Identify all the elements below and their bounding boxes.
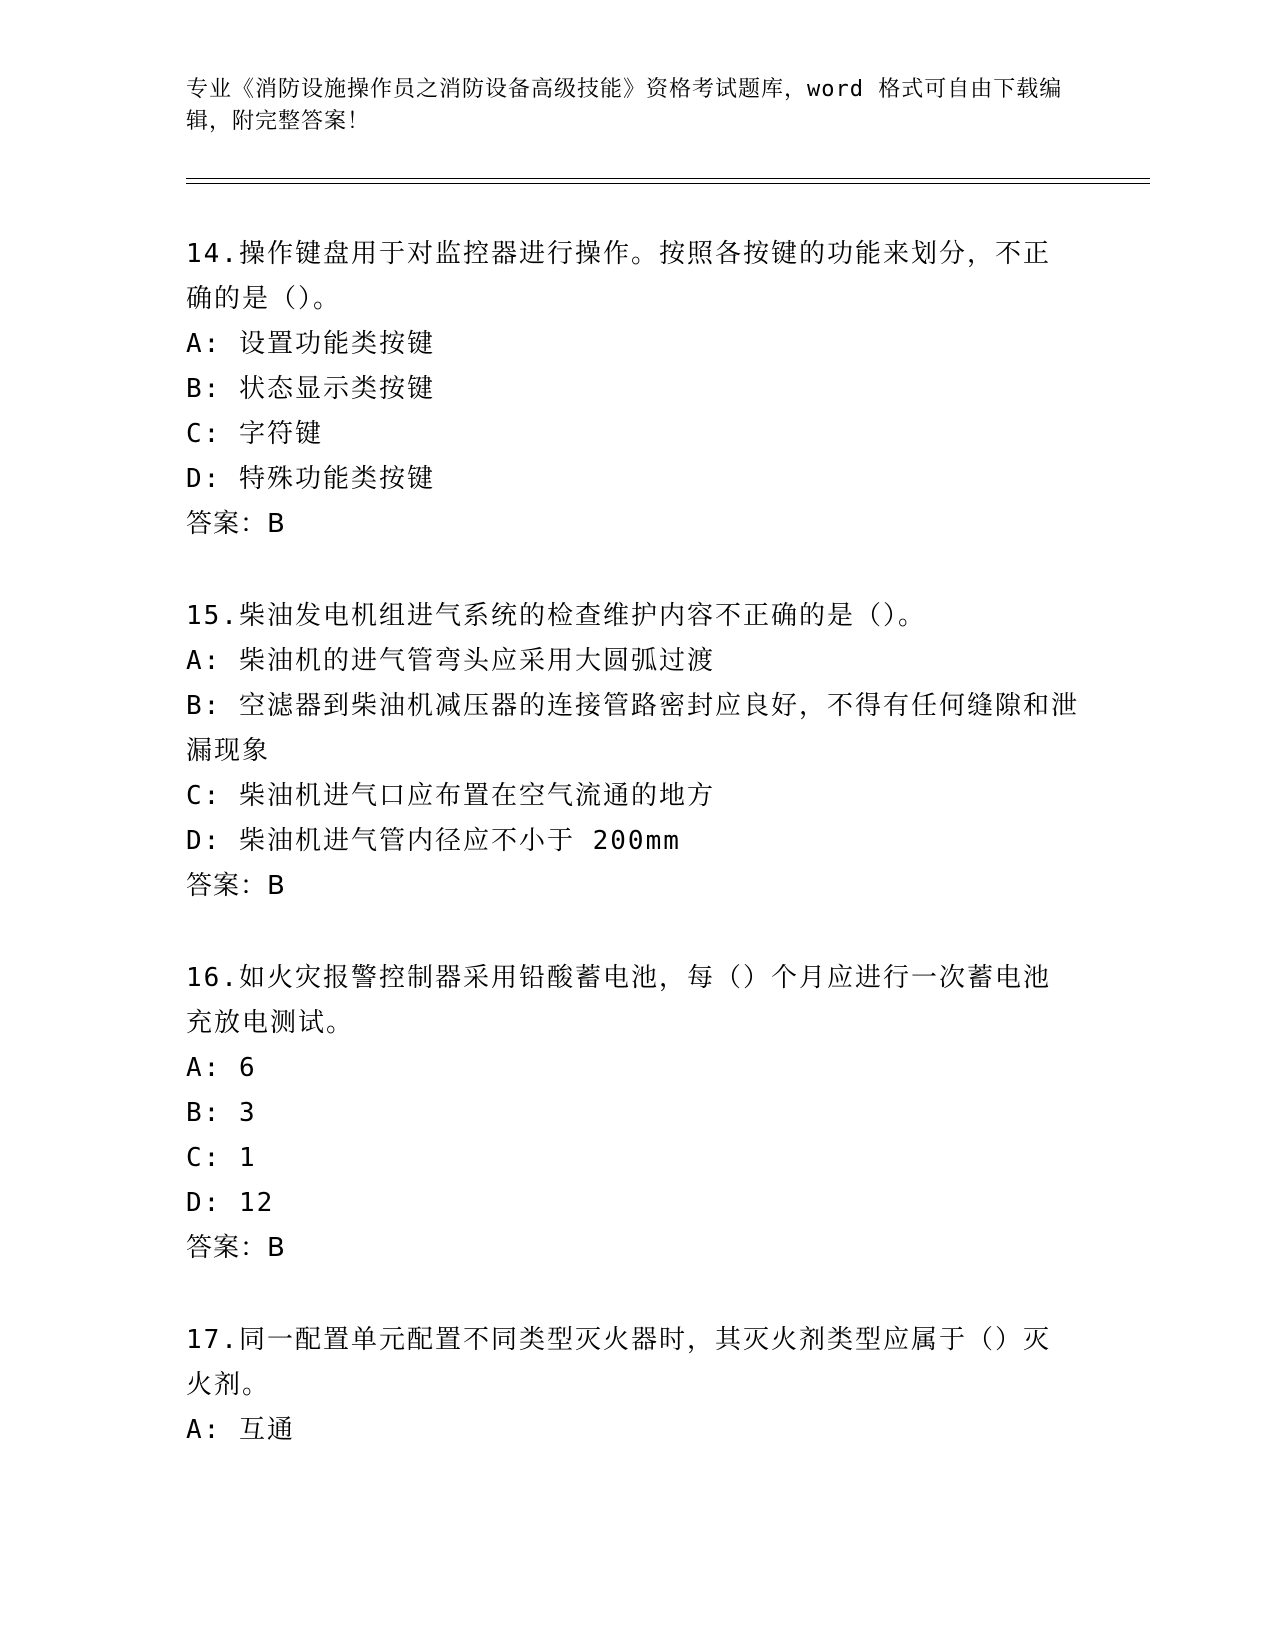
option-c: C: 字符键 xyxy=(186,419,323,449)
option-b: B: 状态显示类按键 xyxy=(186,374,435,404)
question-15 xyxy=(186,594,1086,909)
header-rule-bottom xyxy=(186,183,1150,184)
question-17 xyxy=(186,1318,1086,1453)
page-header: 专业《消防设施操作员之消防设备高级技能》资格考试题库，word 格式可自由下载编辑，附完整答案！ xyxy=(186,77,1063,134)
option-d: D: 12 xyxy=(186,1188,275,1218)
option-a: A: 6 xyxy=(186,1053,257,1083)
option-b: B: 3 xyxy=(186,1098,257,1128)
question-stem: 15.柴油发电机组进气系统的检查维护内容不正确的是（）。 xyxy=(186,601,926,631)
option-d: D: 特殊功能类按键 xyxy=(186,464,435,494)
question-stem: 14.操作键盘用于对监控器进行操作。按照各按键的功能来划分，不正确的是（）。 xyxy=(186,239,1051,314)
question-14 xyxy=(186,232,1086,547)
option-a: A: 设置功能类按键 xyxy=(186,329,435,359)
option-c: C: 1 xyxy=(186,1143,257,1173)
option-a: A: 互通 xyxy=(186,1415,295,1445)
question-16 xyxy=(186,956,1086,1271)
answer: 答案：B xyxy=(186,871,286,901)
answer: 答案：B xyxy=(186,1233,286,1263)
question-stem: 16.如火灾报警控制器采用铅酸蓄电池，每（）个月应进行一次蓄电池充放电测试。 xyxy=(186,963,1051,1038)
option-d: D: 柴油机进气管内径应不小于 200mm xyxy=(186,826,681,856)
question-stem: 17.同一配置单元配置不同类型灭火器时，其灭火剂类型应属于（）灭火剂。 xyxy=(186,1325,1051,1400)
answer: 答案：B xyxy=(186,509,286,539)
option-a: A: 柴油机的进气管弯头应采用大圆弧过渡 xyxy=(186,646,715,676)
header-rule-top xyxy=(186,178,1150,179)
option-c: C: 柴油机进气口应布置在空气流通的地方 xyxy=(186,781,715,811)
option-b: B: 空滤器到柴油机减压器的连接管路密封应良好，不得有任何缝隙和泄漏现象 xyxy=(186,691,1079,766)
question-list xyxy=(186,232,1086,1453)
